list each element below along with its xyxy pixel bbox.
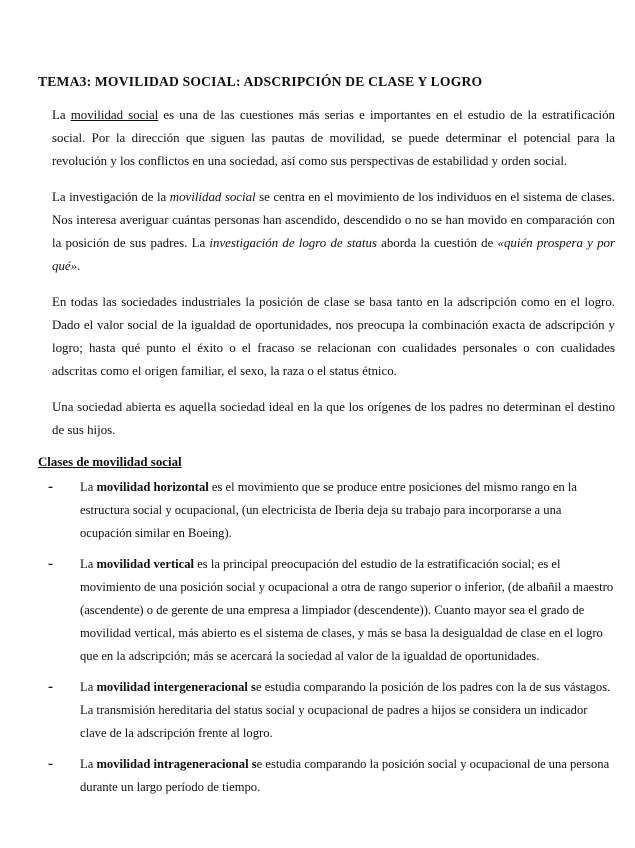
bullet-term: movilidad intrageneracional s (96, 757, 257, 771)
dash-bullet: - (48, 756, 53, 772)
p2-term2: investigación de logro de status (209, 236, 377, 250)
dash-bullet: - (48, 679, 53, 695)
p2-term1: movilidad social (169, 190, 256, 204)
list-item (48, 476, 615, 545)
paragraph-1 (52, 104, 615, 173)
bullet-pre: La (80, 557, 97, 571)
bullet-term: movilidad horizontal (96, 480, 209, 494)
document-title: TEMA3: MOVILIDAD SOCIAL: ADSCRIPCIÓN DE CLASE Y LOGRO (38, 74, 483, 89)
bullet-text: es el movimiento que se produce entre posiciones del mismo rango en la estructura social y ocupacional, (un electricista de Iberia deja su trabajo para incorporarse a una ocupación similar en Boeing). (80, 480, 578, 540)
bullet-text: e estudia comparando la posición de los padres con la de sus vástagos. La transmisión hereditaria del status social y ocupacional de padres a hijos se considera un indicador clave de la adscripción frente al logro. (80, 680, 611, 740)
p2-mid: se centra en el movimiento de los individuos en el sistema de clases. Nos interesa averiguar cuántas personas han ascendido, descendido o no se han movido en comparación con la posición de sus padres. La (52, 190, 615, 250)
p2-term3: «quién prospera y por qué» (52, 236, 615, 273)
p1-post: es una de las cuestiones más serias e importantes en el estudio de la estratificación social. Por la dirección que siguen las pautas de movilidad, se puede determinar el potencial para la revolución y los conflictos en una sociedad, así como sus perspectivas de estabilidad y orden social. (52, 108, 615, 168)
bullet-pre: La (80, 680, 97, 694)
bullet-term: movilidad vertical (96, 557, 195, 571)
bullet-pre: La (80, 757, 97, 771)
list-item (48, 753, 615, 799)
list-item (48, 553, 615, 668)
bullet-pre: La (80, 480, 97, 494)
paragraph-3: En todas las sociedades industriales la posición de clase se basa tanto en la adscripción como en el logro. Dado el valor social de la igualdad de oportunidades, nos preocupa la combinación exacta de adscripción y logro; hasta qué punto el éxito o el fracaso se relacionan con cualidades personales o con cualidades adscritas como el origen familiar, el sexo, la raza o el status étnico. (52, 295, 615, 378)
section-title: Clases de movilidad social (38, 455, 182, 469)
bullet-term: movilidad intergeneracional s (96, 680, 256, 694)
p2-post: . (77, 259, 81, 273)
list-item (48, 676, 615, 745)
bullet-text: e estudia comparando la posición social y ocupacional de una persona durante un largo período de tiempo. (80, 757, 610, 794)
p2-mid2: aborda la cuestión de (376, 236, 498, 250)
paragraph-4: Una sociedad abierta es aquella sociedad ideal en la que los orígenes de los padres no determinan el destino de sus hijos. (52, 400, 615, 437)
dash-bullet: - (48, 479, 53, 495)
p1-term: movilidad social (70, 108, 159, 122)
p2-pre: La investigación de la (52, 190, 170, 204)
dash-bullet: - (48, 556, 53, 572)
paragraph-2 (52, 186, 615, 278)
bullet-text: es la principal preocupación del estudio de la estratificación social; es el movimiento de una posición social y ocupacional a otra de rango superior o inferior, (de albañil a maestro (ascendente) o de gerente de una empresa a limpiador (descendente)). Cuanto mayor sea el grado de movilidad vertical, más abierto es el sistema de clases, y más se basa la desigualdad de clase en el logro que en la adscripción; más se acercará la sociedad al valor de la igualdad de oportunidades. (80, 557, 614, 663)
p1-pre: La (52, 108, 71, 122)
